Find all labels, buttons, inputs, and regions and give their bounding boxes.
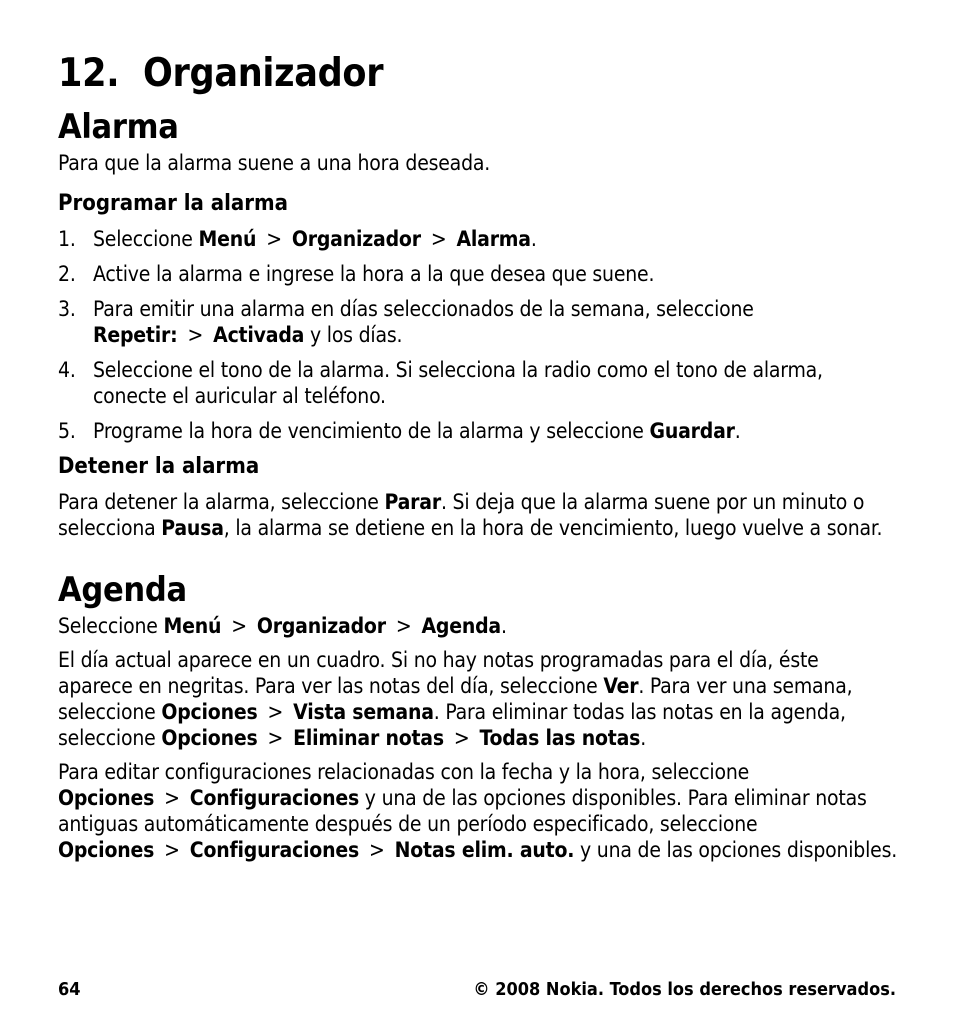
step-text: Active la alarma e ingrese la hora a la que desea que suene. (93, 262, 655, 286)
menu-path-item: Opciones (161, 726, 258, 750)
section-agenda-heading: Agenda (58, 570, 187, 610)
menu-path-item: Todas las notas (479, 726, 641, 750)
step-item (58, 261, 898, 287)
path-separator: > (187, 323, 204, 347)
step-item (58, 296, 898, 348)
menu-path-item: Ver (603, 674, 639, 698)
menu-path-item: Activada (213, 323, 305, 347)
alarma-intro: Para que la alarma suene a una hora deseada. (58, 151, 491, 175)
menu-path-item: Opciones (161, 700, 258, 724)
agenda-select-path: Seleccione Menú > Organizador > Agenda. (58, 614, 507, 638)
menu-path-item: Repetir: (93, 323, 178, 347)
step-text: Para emitir una alarma en días seleccionados de la semana, seleccione Repetir: > Activada y los días. (93, 297, 754, 347)
menu-path-item: Organizador (291, 227, 421, 251)
step-item (58, 418, 898, 444)
path-separator: > (453, 726, 470, 750)
path-separator: > (266, 227, 282, 251)
detener-paragraph: Para detener la alarma, seleccione Parar. Si deja que la alarma suene por un minuto o selecciona Pausa, la alarma se detiene en la hora de vencimiento, luego vuelve a sonar. (58, 490, 883, 540)
menu-path-item: Configuraciones (189, 838, 359, 862)
menu-path-item: Menú (198, 227, 257, 251)
menu-path-item: Notas elim. auto. (394, 838, 575, 862)
menu-path-item: Pausa (161, 516, 224, 540)
menu-path-item: Guardar (649, 419, 735, 443)
menu-path-item: Configuraciones (189, 786, 359, 810)
menu-path-item: Alarma (456, 227, 531, 251)
menu-path-item: Opciones (58, 838, 155, 862)
menu-path-item: Eliminar notas (293, 726, 444, 750)
step-text: Programe la hora de vencimiento de la alarma y seleccione Guardar. (93, 419, 741, 443)
section-alarma-heading: Alarma (58, 107, 179, 147)
path-separator: > (395, 614, 412, 638)
path-separator: > (164, 838, 180, 862)
menu-path-item: Menú (163, 614, 222, 638)
menu-path-item: Parar (384, 490, 441, 514)
agenda-paragraph-2: Para editar configuraciones relacionadas con la fecha y la hora, seleccione Opciones > Configuraciones y una de las opciones disponibles. Para eliminar notas antiguas automáticamente después de un período especificado, seleccione Opciones > Configuraciones > Notas elim. auto. y una de las opciones disponibles. (58, 760, 898, 862)
agenda-paragraph-1: El día actual aparece en un cuadro. Si no hay notas programadas para el día, éste aparece en negritas. Para ver las notas del día, seleccione Ver. Para ver una semana, seleccione Opciones > Vista semana. Para eliminar todas las notas en la agenda, seleccione Opciones > Eliminar notas > Todas las notas. (58, 648, 853, 750)
path-separator: > (231, 614, 247, 638)
step-number: 2. (58, 262, 76, 286)
page-number: 64 (58, 979, 81, 1000)
path-separator: > (267, 700, 284, 724)
menu-path-item: Organizador (256, 614, 386, 638)
step-number: 4. (58, 358, 76, 382)
step-text: Seleccione el tono de la alarma. Si selecciona la radio como el tono de alarma, conecte el auricular al teléfono. (93, 358, 823, 408)
step-number: 5. (58, 419, 76, 443)
programar-steps (58, 226, 898, 444)
step-item (58, 226, 898, 252)
chapter-title (58, 50, 898, 98)
step-text: Seleccione Menú > Organizador > Alarma. (93, 227, 537, 251)
copyright-notice: © 2008 Nokia. Todos los derechos reservados. (473, 979, 896, 1000)
path-separator: > (164, 786, 180, 810)
chapter-name: Organizador (143, 51, 384, 96)
detener-heading: Detener la alarma (58, 454, 260, 479)
chapter-number: 12. (58, 51, 120, 96)
path-separator: > (369, 838, 385, 862)
page-footer (58, 978, 896, 1002)
step-item (58, 357, 898, 409)
step-number: 1. (58, 227, 76, 251)
menu-path-item: Opciones (58, 786, 155, 810)
path-separator: > (430, 227, 447, 251)
path-separator: > (267, 726, 284, 750)
step-number: 3. (58, 297, 76, 321)
menu-path-item: Agenda (421, 614, 501, 638)
page-content (58, 50, 898, 863)
menu-path-item: Vista semana (293, 700, 434, 724)
programar-heading: Programar la alarma (58, 191, 289, 216)
